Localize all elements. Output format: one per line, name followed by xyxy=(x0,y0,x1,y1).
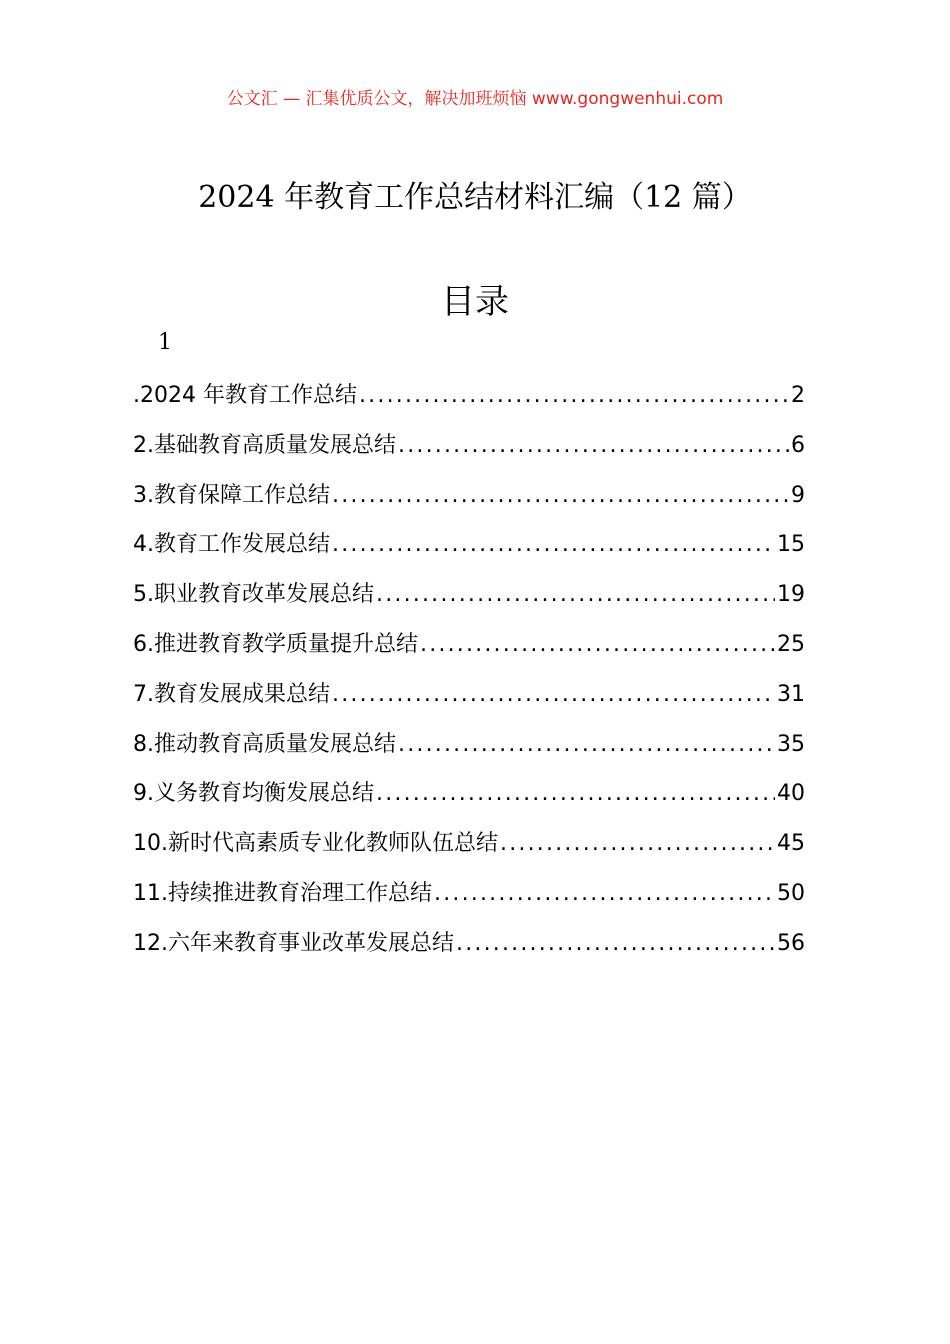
toc-entry-4[interactable] xyxy=(133,525,805,575)
toc-leader-dots xyxy=(456,924,775,964)
toc-leader-dots xyxy=(359,376,789,416)
toc-entry-page: 35 xyxy=(777,731,805,757)
toc-leader-dots xyxy=(398,725,775,765)
toc-leader-dots xyxy=(398,426,789,466)
toc-entry-page: 19 xyxy=(777,582,805,608)
toc-leader-dots xyxy=(376,575,775,615)
toc-entry-page: 9 xyxy=(791,482,805,508)
toc-entry-page: 2 xyxy=(791,383,805,408)
toc-entry-label: 7.教育发展成果总结 xyxy=(133,681,330,707)
toc-entry-label: .2024 年教育工作总结 xyxy=(133,383,357,408)
toc-entry-label: 12.六年来教育事业改革发展总结 xyxy=(133,930,454,956)
toc-entry-label: 9.义务教育均衡发展总结 xyxy=(133,781,374,807)
document-title: 2024 年教育工作总结材料汇编（12 篇） xyxy=(198,180,752,215)
toc-entry-2[interactable] xyxy=(133,426,805,476)
toc-entry-label: 10.新时代高素质专业化教师队伍总结 xyxy=(133,831,498,857)
toc-entry-label: 8.推动教育高质量发展总结 xyxy=(133,731,396,757)
toc-entry-6[interactable] xyxy=(133,625,805,675)
toc-entry-page: 56 xyxy=(777,930,805,956)
toc-leader-dots xyxy=(332,675,775,715)
table-of-contents xyxy=(133,376,805,974)
toc-entry-11[interactable] xyxy=(133,874,805,924)
toc-entry-3[interactable] xyxy=(133,476,805,526)
toc-entry-page: 31 xyxy=(777,681,805,707)
stray-page-number: 1 xyxy=(158,330,172,355)
toc-entry-12[interactable] xyxy=(133,924,805,974)
toc-entry-page: 15 xyxy=(777,532,805,558)
toc-entry-9[interactable] xyxy=(133,774,805,824)
toc-leader-dots xyxy=(500,824,775,864)
toc-entry-label: 11.持续推进教育治理工作总结 xyxy=(133,880,432,906)
toc-entry-page: 45 xyxy=(777,831,805,857)
toc-entry-5[interactable] xyxy=(133,575,805,625)
toc-heading: 目录 xyxy=(441,282,509,322)
header-banner: 公文汇 — 汇集优质公文，解决加班烦恼 www.gongwenhui.com xyxy=(226,89,724,109)
toc-entry-page: 25 xyxy=(777,631,805,657)
toc-entry-label: 3.教育保障工作总结 xyxy=(133,482,330,508)
toc-leader-dots xyxy=(332,476,789,516)
toc-entry-1[interactable] xyxy=(133,376,805,426)
toc-entry-8[interactable] xyxy=(133,725,805,775)
toc-leader-dots xyxy=(376,774,775,814)
toc-entry-page: 6 xyxy=(791,432,805,458)
toc-entry-label: 2.基础教育高质量发展总结 xyxy=(133,432,396,458)
toc-entry-7[interactable] xyxy=(133,675,805,725)
toc-leader-dots xyxy=(434,874,775,914)
toc-leader-dots xyxy=(332,525,775,565)
toc-entry-label: 4.教育工作发展总结 xyxy=(133,532,330,558)
toc-entry-label: 5.职业教育改革发展总结 xyxy=(133,582,374,608)
toc-entry-10[interactable] xyxy=(133,824,805,874)
toc-entry-label: 6.推进教育教学质量提升总结 xyxy=(133,631,418,657)
toc-entry-page: 50 xyxy=(777,880,805,906)
toc-leader-dots xyxy=(420,625,775,665)
toc-entry-page: 40 xyxy=(777,781,805,807)
